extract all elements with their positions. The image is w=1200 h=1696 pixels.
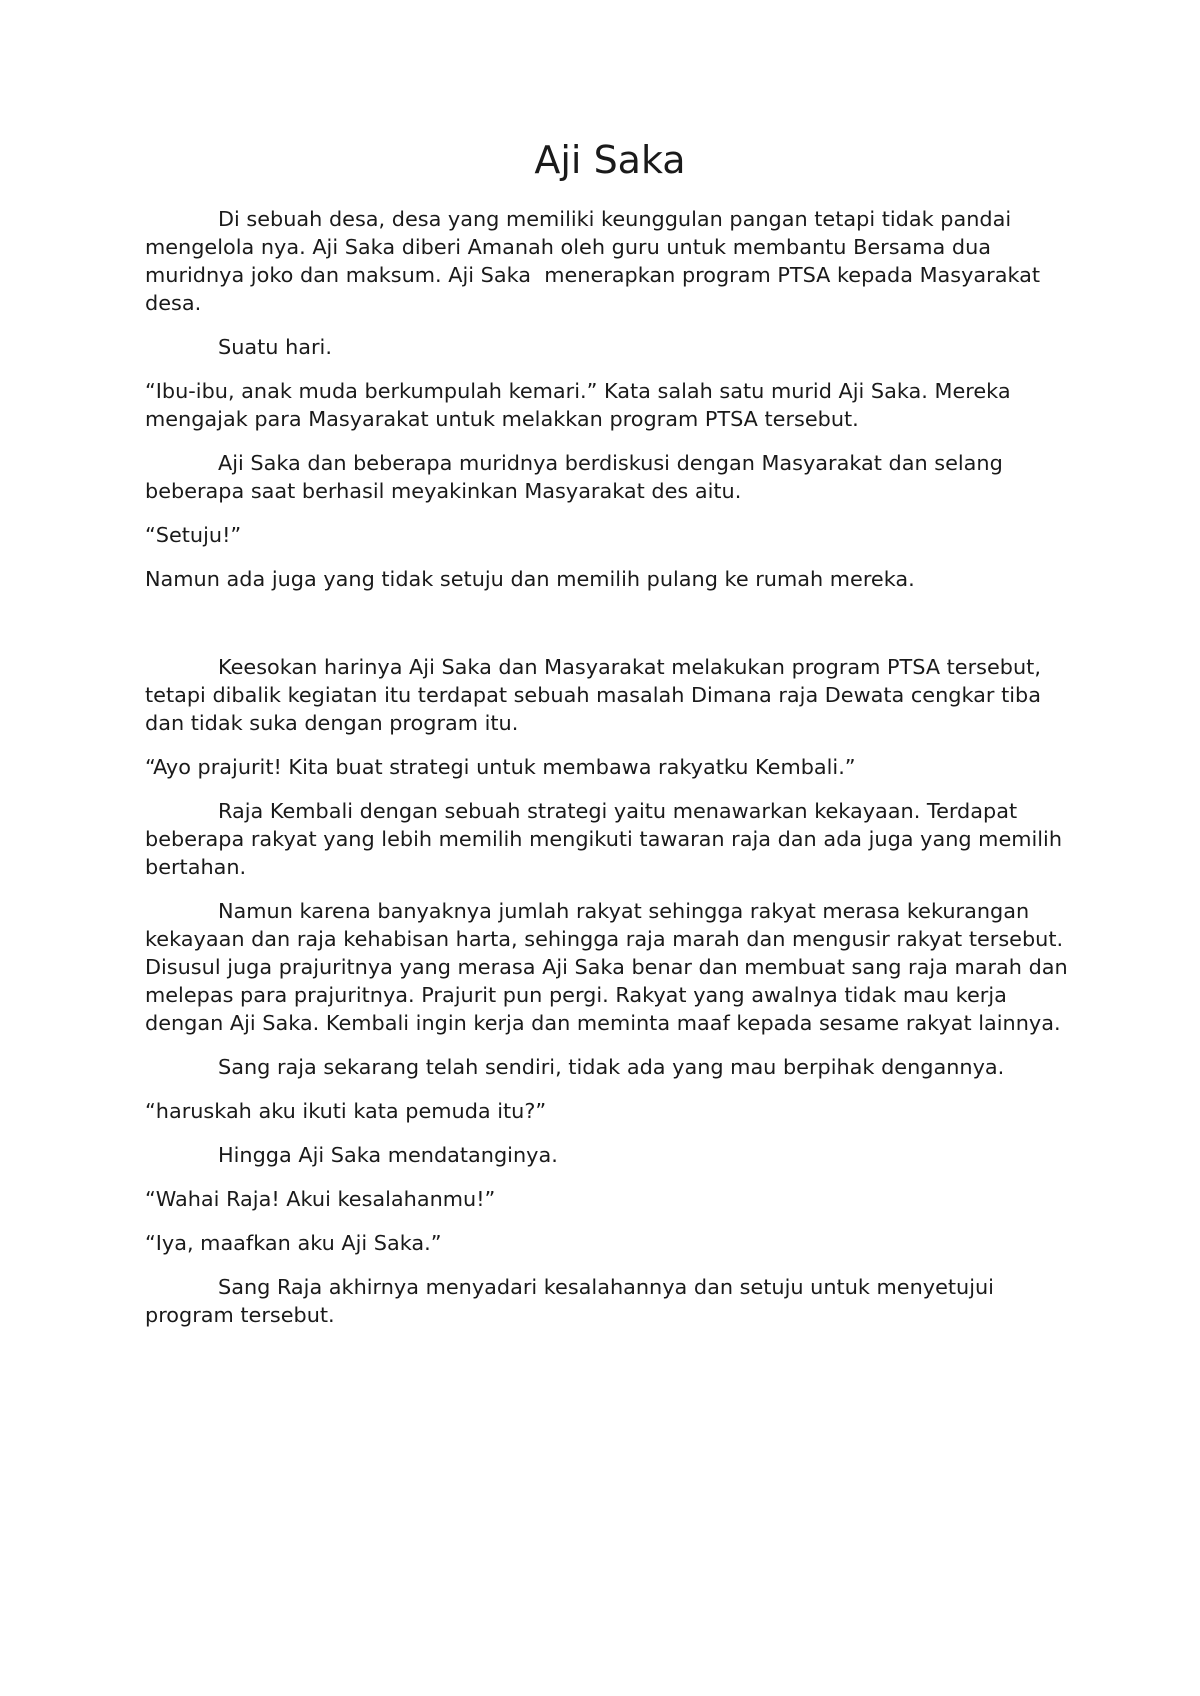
- paragraph-1: Di sebuah desa, desa yang memiliki keunggulan pangan tetapi tidak pandai mengelola nya. Aji Saka diberi Amanah oleh guru untuk membantu Bersama dua muridnya joko dan maksum. Aji Saka menerapkan program PTSA kepada Masyarakat desa.: [145, 206, 1047, 315]
- paragraph-12: “haruskah aku ikuti kata pemuda itu?”: [145, 1098, 547, 1123]
- paragraph-11: Sang raja sekarang telah sendiri, tidak ada yang mau berpihak dengannya.: [218, 1054, 1005, 1079]
- paragraph-5: “Setuju!”: [145, 522, 242, 547]
- paragraph-6: Namun ada juga yang tidak setuju dan memilih pulang ke rumah mereka.: [145, 566, 915, 591]
- paragraph-3: “Ibu-ibu, anak muda berkumpulah kemari.” Kata salah satu murid Aji Saka. Mereka mengajak para Masyarakat untuk melakkan program PTSA tersebut.: [145, 378, 1018, 431]
- paragraph-10: Namun karena banyaknya jumlah rakyat sehingga rakyat merasa kekurangan kekayaan dan raja kehabisan harta, sehingga raja marah dan mengusir rakyat tersebut. Disusul juga prajuritnya yang merasa Aji Saka benar dan membuat sang raja marah dan melepas para prajuritnya. Prajurit pun pergi. Rakyat yang awalnya tidak mau kerja dengan Aji Saka. Kembali ingin kerja dan meminta maaf kepada sesame rakyat lainnya.: [145, 898, 1075, 1035]
- blank-line: [145, 609, 1075, 653]
- paragraph-9: Raja Kembali dengan sebuah strategi yaitu menawarkan kekayaan. Terdapat beberapa rakyat yang lebih memilih mengikuti tawaran raja dan ada juga yang memilih bertahan.: [145, 798, 1069, 879]
- paragraph-16: Sang Raja akhirnya menyadari kesalahannya dan setuju untuk menyetujui program tersebut.: [145, 1274, 1001, 1327]
- paragraph-4: Aji Saka dan beberapa muridnya berdiskusi dengan Masyarakat dan selang beberapa saat berhasil meyakinkan Masyarakat des aitu.: [145, 450, 1010, 503]
- paragraph-13: Hingga Aji Saka mendatanginya.: [218, 1142, 558, 1167]
- paragraph-7: Keesokan harinya Aji Saka dan Masyarakat melakukan program PTSA tersebut, tetapi dibalik kegiatan itu terdapat sebuah masalah Dimana raja Dewata cengkar tiba dan tidak suka dengan program itu.: [145, 654, 1048, 735]
- document-page: [145, 138, 1075, 1345]
- paragraph-8: “Ayo prajurit! Kita buat strategi untuk membawa rakyatku Kembali.”: [145, 754, 856, 779]
- document-title: Aji Saka: [534, 138, 686, 182]
- paragraph-14: “Wahai Raja! Akui kesalahanmu!”: [145, 1186, 496, 1211]
- paragraph-2: Suatu hari.: [218, 334, 332, 359]
- paragraph-15: “Iya, maafkan aku Aji Saka.”: [145, 1230, 442, 1255]
